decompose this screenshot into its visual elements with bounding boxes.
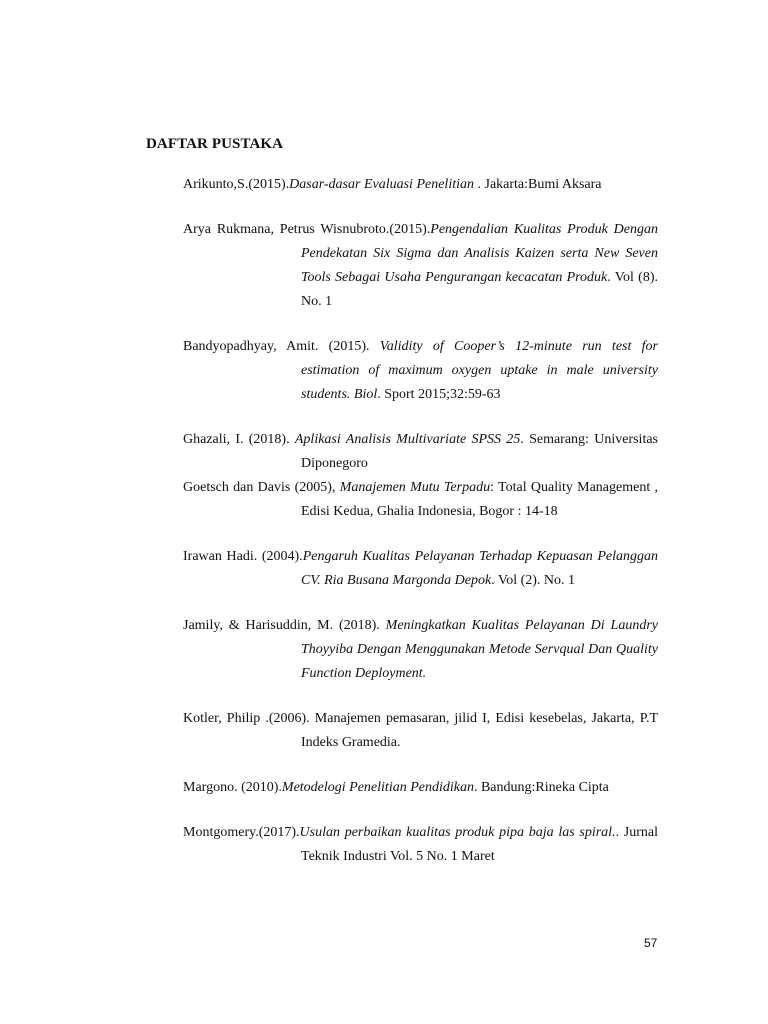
reference-entry: Bandyopadhyay, Amit. (2015). Validity of Cooper’s 12-minute run test for estimation of maximum oxygen uptake in male university students. Biol. Sport 2015;32:59-63: [183, 339, 659, 402]
reference-entry: Jamily, & Harisuddin, M. (2018). Meningkatkan Kualitas Pelayanan Di Laundry Thoyyiba Dengan Menggunakan Metode Servqual Dan Quality Function Deployment.: [183, 618, 658, 681]
reference-entry: Irawan Hadi. (2004).Pengaruh Kualitas Pelayanan Terhadap Kepuasan Pelanggan CV. Ria Busana Margonda Depok. Vol (2). No. 1: [183, 549, 658, 588]
reference-entry: Ghazali, I. (2018). Aplikasi Analisis Multivariate SPSS 25. Semarang: Universitas Diponegoro: [183, 432, 658, 471]
reference-entry: Montgomery.(2017).Usulan perbaikan kualitas produk pipa baja las spiral.. Jurnal Teknik Industri Vol. 5 No. 1 Maret: [183, 825, 658, 864]
reference-entry: Arya Rukmana, Petrus Wisnubroto.(2015).Pengendalian Kualitas Produk Dengan Pendekatan Six Sigma dan Analisis Kaizen serta New Seven Tools Sebagai Usaha Pengurangan kecacatan Produk. Vol (8). No. 1: [183, 222, 658, 309]
page-number: 57: [644, 936, 658, 950]
reference-entry: Arikunto,S.(2015).Dasar-dasar Evaluasi Penelitian . Jakarta:Bumi Aksara: [183, 177, 602, 192]
reference-entry: Goetsch dan Davis (2005), Manajemen Mutu Terpadu: Total Quality Management , Edisi Kedua, Ghalia Indonesia, Bogor : 14-18: [183, 480, 659, 519]
page-heading: DAFTAR PUSTAKA: [146, 136, 284, 152]
reference-list: [183, 173, 658, 890]
reference-entry: Kotler, Philip .(2006). Manajemen pemasaran, jilid I, Edisi kesebelas, Jakarta, P.T Indeks Gramedia.: [183, 711, 658, 750]
reference-entry: Margono. (2010).Metodelogi Penelitian Pendidikan. Bandung:Rineka Cipta: [183, 780, 609, 795]
